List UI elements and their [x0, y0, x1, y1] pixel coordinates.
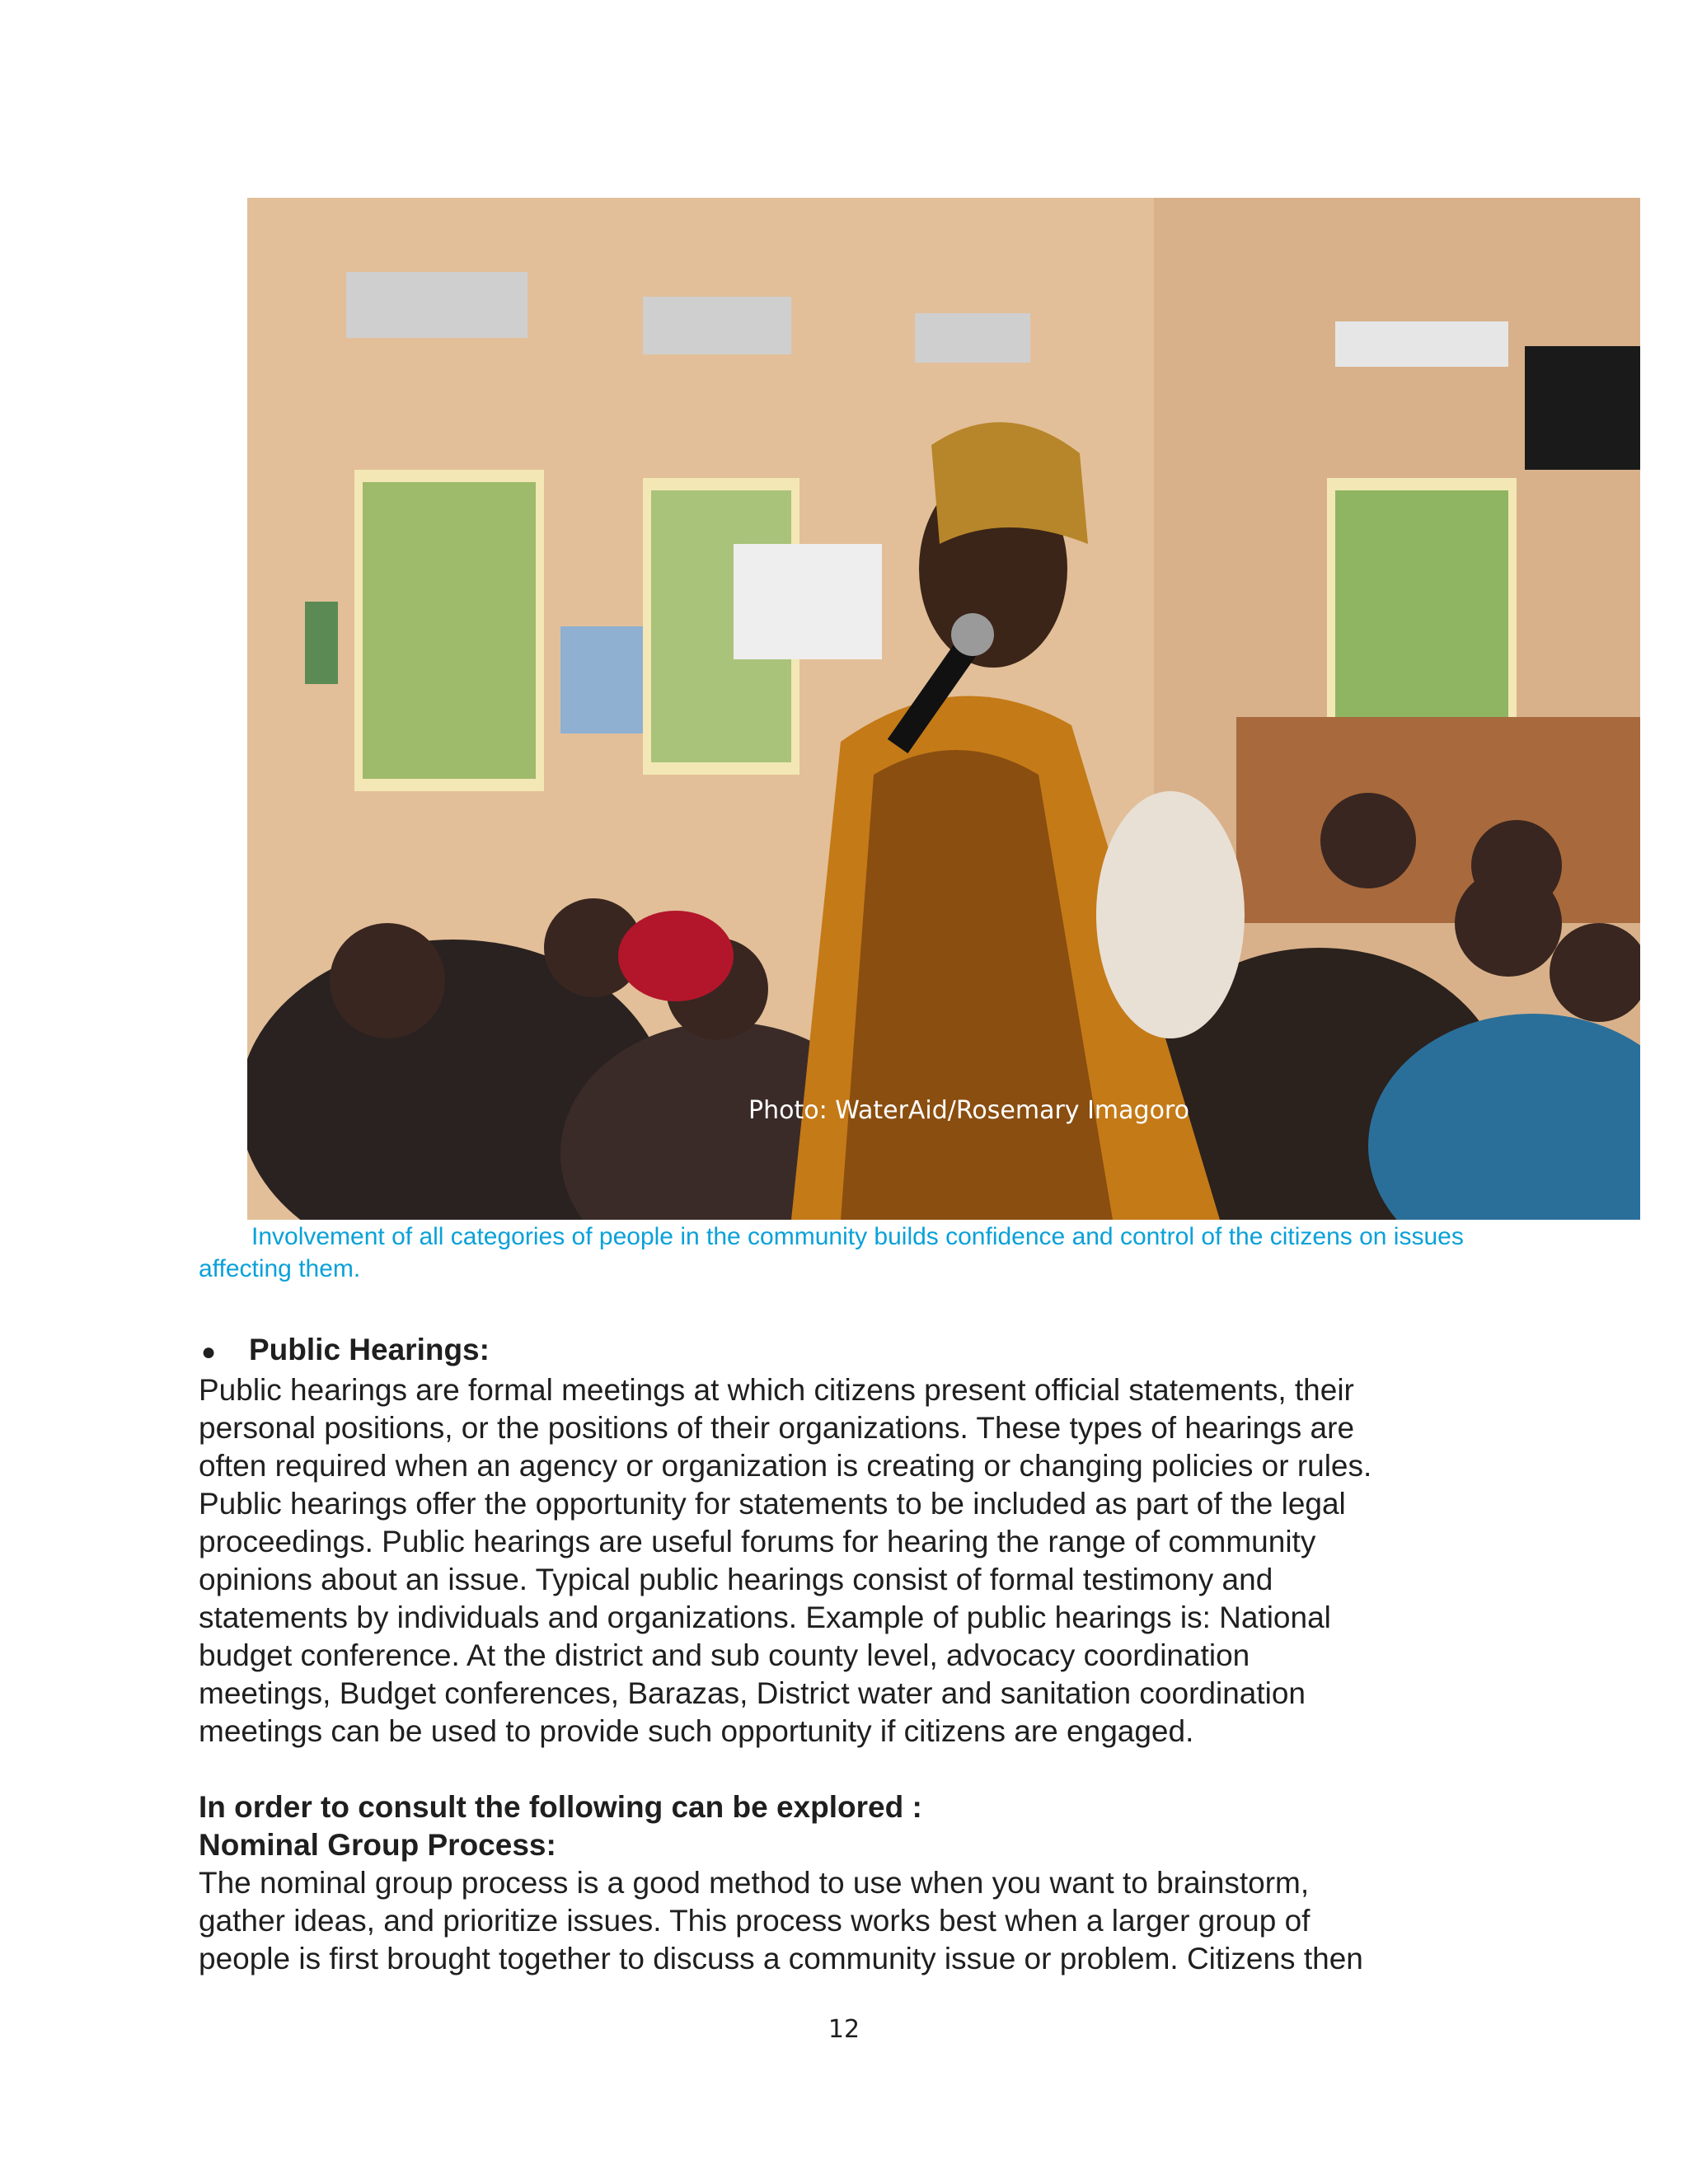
body-text	[199, 1331, 1583, 1978]
public-hearings-line: personal positions, or the positions of their organizations. These types of hearings are	[199, 1411, 1355, 1445]
nominal-group-heading: Nominal Group Process:	[199, 1828, 556, 1862]
consult-heading: In order to consult the following can be explored :	[199, 1790, 922, 1824]
public-hearings-line: statements by individuals and organizations. Example of public hearings is: National	[199, 1601, 1331, 1634]
community-meeting-photo	[247, 198, 1640, 1220]
public-hearings-line: budget conference. At the district and sub county level, advocacy coordination	[199, 1638, 1250, 1672]
public-hearings-heading-text: Public Hearings:	[249, 1333, 490, 1366]
photo-caption: Involvement of all categories of people in the community builds confidence and control of the citizens on issues affecting them.	[199, 1223, 1464, 1282]
photo-illustration	[247, 198, 1640, 1220]
public-hearings-heading	[199, 1331, 1583, 1371]
public-hearings-line: meetings, Budget conferences, Barazas, District water and sanitation coordination	[199, 1676, 1306, 1710]
bullet-icon: ●	[201, 1338, 217, 1366]
paragraph-spacer	[199, 1750, 1583, 1788]
public-hearings-line: often required when an agency or organization is creating or changing policies or rules.	[199, 1449, 1372, 1483]
nominal-group-line: gather ideas, and prioritize issues. This process works best when a larger group of	[199, 1904, 1311, 1938]
nominal-group-line: The nominal group process is a good method to use when you want to brainstorm,	[199, 1866, 1310, 1900]
public-hearings-line: proceedings. Public hearings are useful forums for hearing the range of community	[199, 1525, 1316, 1558]
photo-credit: Photo: WaterAid/Rosemary Imagoro	[748, 1096, 1189, 1125]
public-hearings-line: Public hearings are formal meetings at which citizens present official statements, their	[199, 1373, 1354, 1407]
page-number: 12	[828, 2015, 860, 2044]
public-hearings-line: meetings can be used to provide such opportunity if citizens are engaged.	[199, 1714, 1194, 1748]
nominal-group-line: people is first brought together to discuss a community issue or problem. Citizens then	[199, 1942, 1363, 1975]
public-hearings-line: opinions about an issue. Typical public hearings consist of formal testimony and	[199, 1563, 1273, 1596]
public-hearings-line: Public hearings offer the opportunity for statements to be included as part of the legal	[199, 1487, 1346, 1521]
